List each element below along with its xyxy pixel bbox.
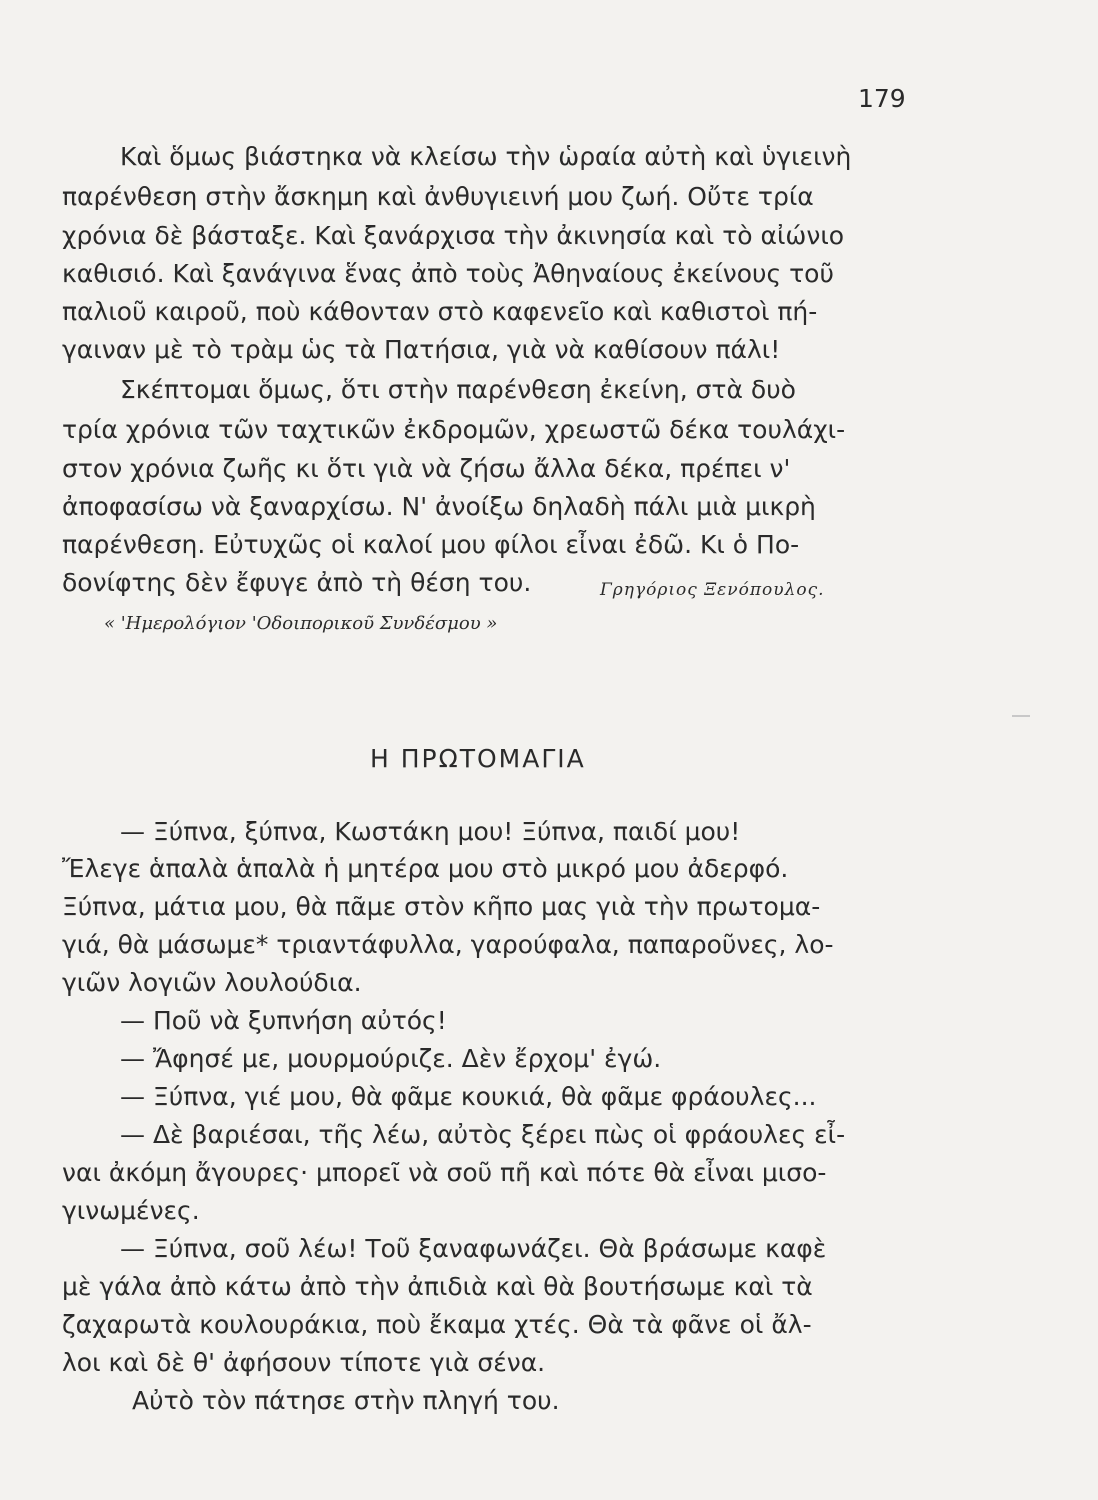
text-line: γαιναν μὲ τὸ τρὰμ ὡς τὰ Πατήσια, γιὰ νὰ καθίσουν πάλι! xyxy=(62,335,781,364)
text-line: Ξύπνα, μάτια μου, θὰ πᾶμε στὸν κῆπο μας γιὰ τὴν πρωτομα- xyxy=(62,892,821,921)
text-line: χρόνια δὲ βάσταξε. Καὶ ξανάρχισα τὴν ἀκινησία καὶ τὸ αἰώνιο xyxy=(62,221,845,250)
text-line: — Ξύπνα, ξύπνα, Κωστάκη μου! Ξύπνα, παιδί μου! xyxy=(120,817,741,846)
text-line: — Ἄφησέ με, μουρμούριζε. Δὲν ἔρχομ' ἐγώ. xyxy=(120,1044,662,1073)
page-number: 179 xyxy=(858,84,906,113)
text-line: παρένθεση. Εὐτυχῶς οἱ καλοί μου φίλοι εἶναι ἐδῶ. Κι ὁ Πο- xyxy=(62,530,800,559)
text-line: Αὐτὸ τὸν πάτησε στὴν πληγή του. xyxy=(132,1386,560,1415)
text-line: τρία χρόνια τῶν ταχτικῶν ἐκδρομῶν, χρεωστῶ δέκα τουλάχι- xyxy=(62,415,846,444)
text-line: παλιοῦ καιροῦ, ποὺ κάθονταν στὸ καφενεῖο καὶ καθιστοὶ πή- xyxy=(62,297,818,326)
text-line: γιά, θὰ μάσωμε* τριαντάφυλλα, γαρούφαλα, παπαροῦνες, λο- xyxy=(62,930,834,959)
text-line: ναι ἀκόμη ἄγουρες· μπορεῖ νὰ σοῦ πῆ καὶ πότε θὰ εἶναι μισο- xyxy=(62,1158,827,1187)
text-line: — Δὲ βαριέσαι, τῆς λέω, αὐτὸς ξέρει πὼς οἱ φράουλες εἶ- xyxy=(120,1120,846,1149)
text-line: γιῶν λογιῶν λουλούδια. xyxy=(62,968,362,997)
text-line: παρένθεση στὴν ἄσκημη καὶ ἀνθυγιεινή μου ζωή. Οὔτε τρία xyxy=(62,182,814,211)
text-line: ἀποφασίσω νὰ ξαναρχίσω. Ν' ἀνοίξω δηλαδὴ πάλι μιὰ μικρὴ xyxy=(62,492,816,521)
section-heading: Η ΠΡΩΤΟΜΑΓΙΑ xyxy=(370,744,586,773)
text-line: γινωμένες. xyxy=(62,1196,200,1225)
text-line: λοι καὶ δὲ θ' ἀφήσουν τίποτε γιὰ σένα. xyxy=(62,1348,546,1377)
text-line: καθισιό. Καὶ ξανάγινα ἕνας ἀπὸ τοὺς Ἀθηναίους ἐκείνους τοῦ xyxy=(62,259,834,288)
margin-mark xyxy=(1012,715,1030,717)
text-line: ζαχαρωτὰ κουλουράκια, ποὺ ἔκαμα χτές. Θὰ τὰ φᾶνε οἱ ἄλ- xyxy=(62,1310,812,1339)
text-line: — Ποῦ νὰ ξυπνήση αὐτός! xyxy=(120,1006,447,1035)
text-line: δονίφτης δὲν ἔφυγε ἀπὸ τὴ θέση του. xyxy=(62,568,532,597)
text-line: — Ξύπνα, σοῦ λέω! Τοῦ ξαναφωνάζει. Θὰ βράσωμε καφὲ xyxy=(120,1234,827,1263)
source-citation: « 'Ημερολόγιον 'Οδοιπορικοῦ Συνδέσμου » xyxy=(104,613,498,634)
text-line: μὲ γάλα ἀπὸ κάτω ἀπὸ τὴν ἀπιδιὰ καὶ θὰ βουτήσωμε καὶ τὰ xyxy=(62,1272,813,1301)
text-line: Ἔλεγε ἁπαλὰ ἁπαλὰ ἡ μητέρα μου στὸ μικρό μου ἀδερφό. xyxy=(62,854,789,883)
author-signature: Γρηγόριος Ξενόπουλος. xyxy=(600,580,825,600)
text-line: στον χρόνια ζωῆς κι ὅτι γιὰ νὰ ζήσω ἄλλα δέκα, πρέπει ν' xyxy=(62,454,791,483)
text-line: — Ξύπνα, γιέ μου, θὰ φᾶμε κουκιά, θὰ φᾶμε φράουλες... xyxy=(120,1082,817,1111)
text-line: Σκέπτομαι ὅμως, ὅτι στὴν παρένθεση ἐκείνη, στὰ δυὸ xyxy=(120,375,796,404)
text-line: Καὶ ὅμως βιάστηκα νὰ κλείσω τὴν ὡραία αὐτὴ καὶ ὑγιεινὴ xyxy=(120,142,852,171)
